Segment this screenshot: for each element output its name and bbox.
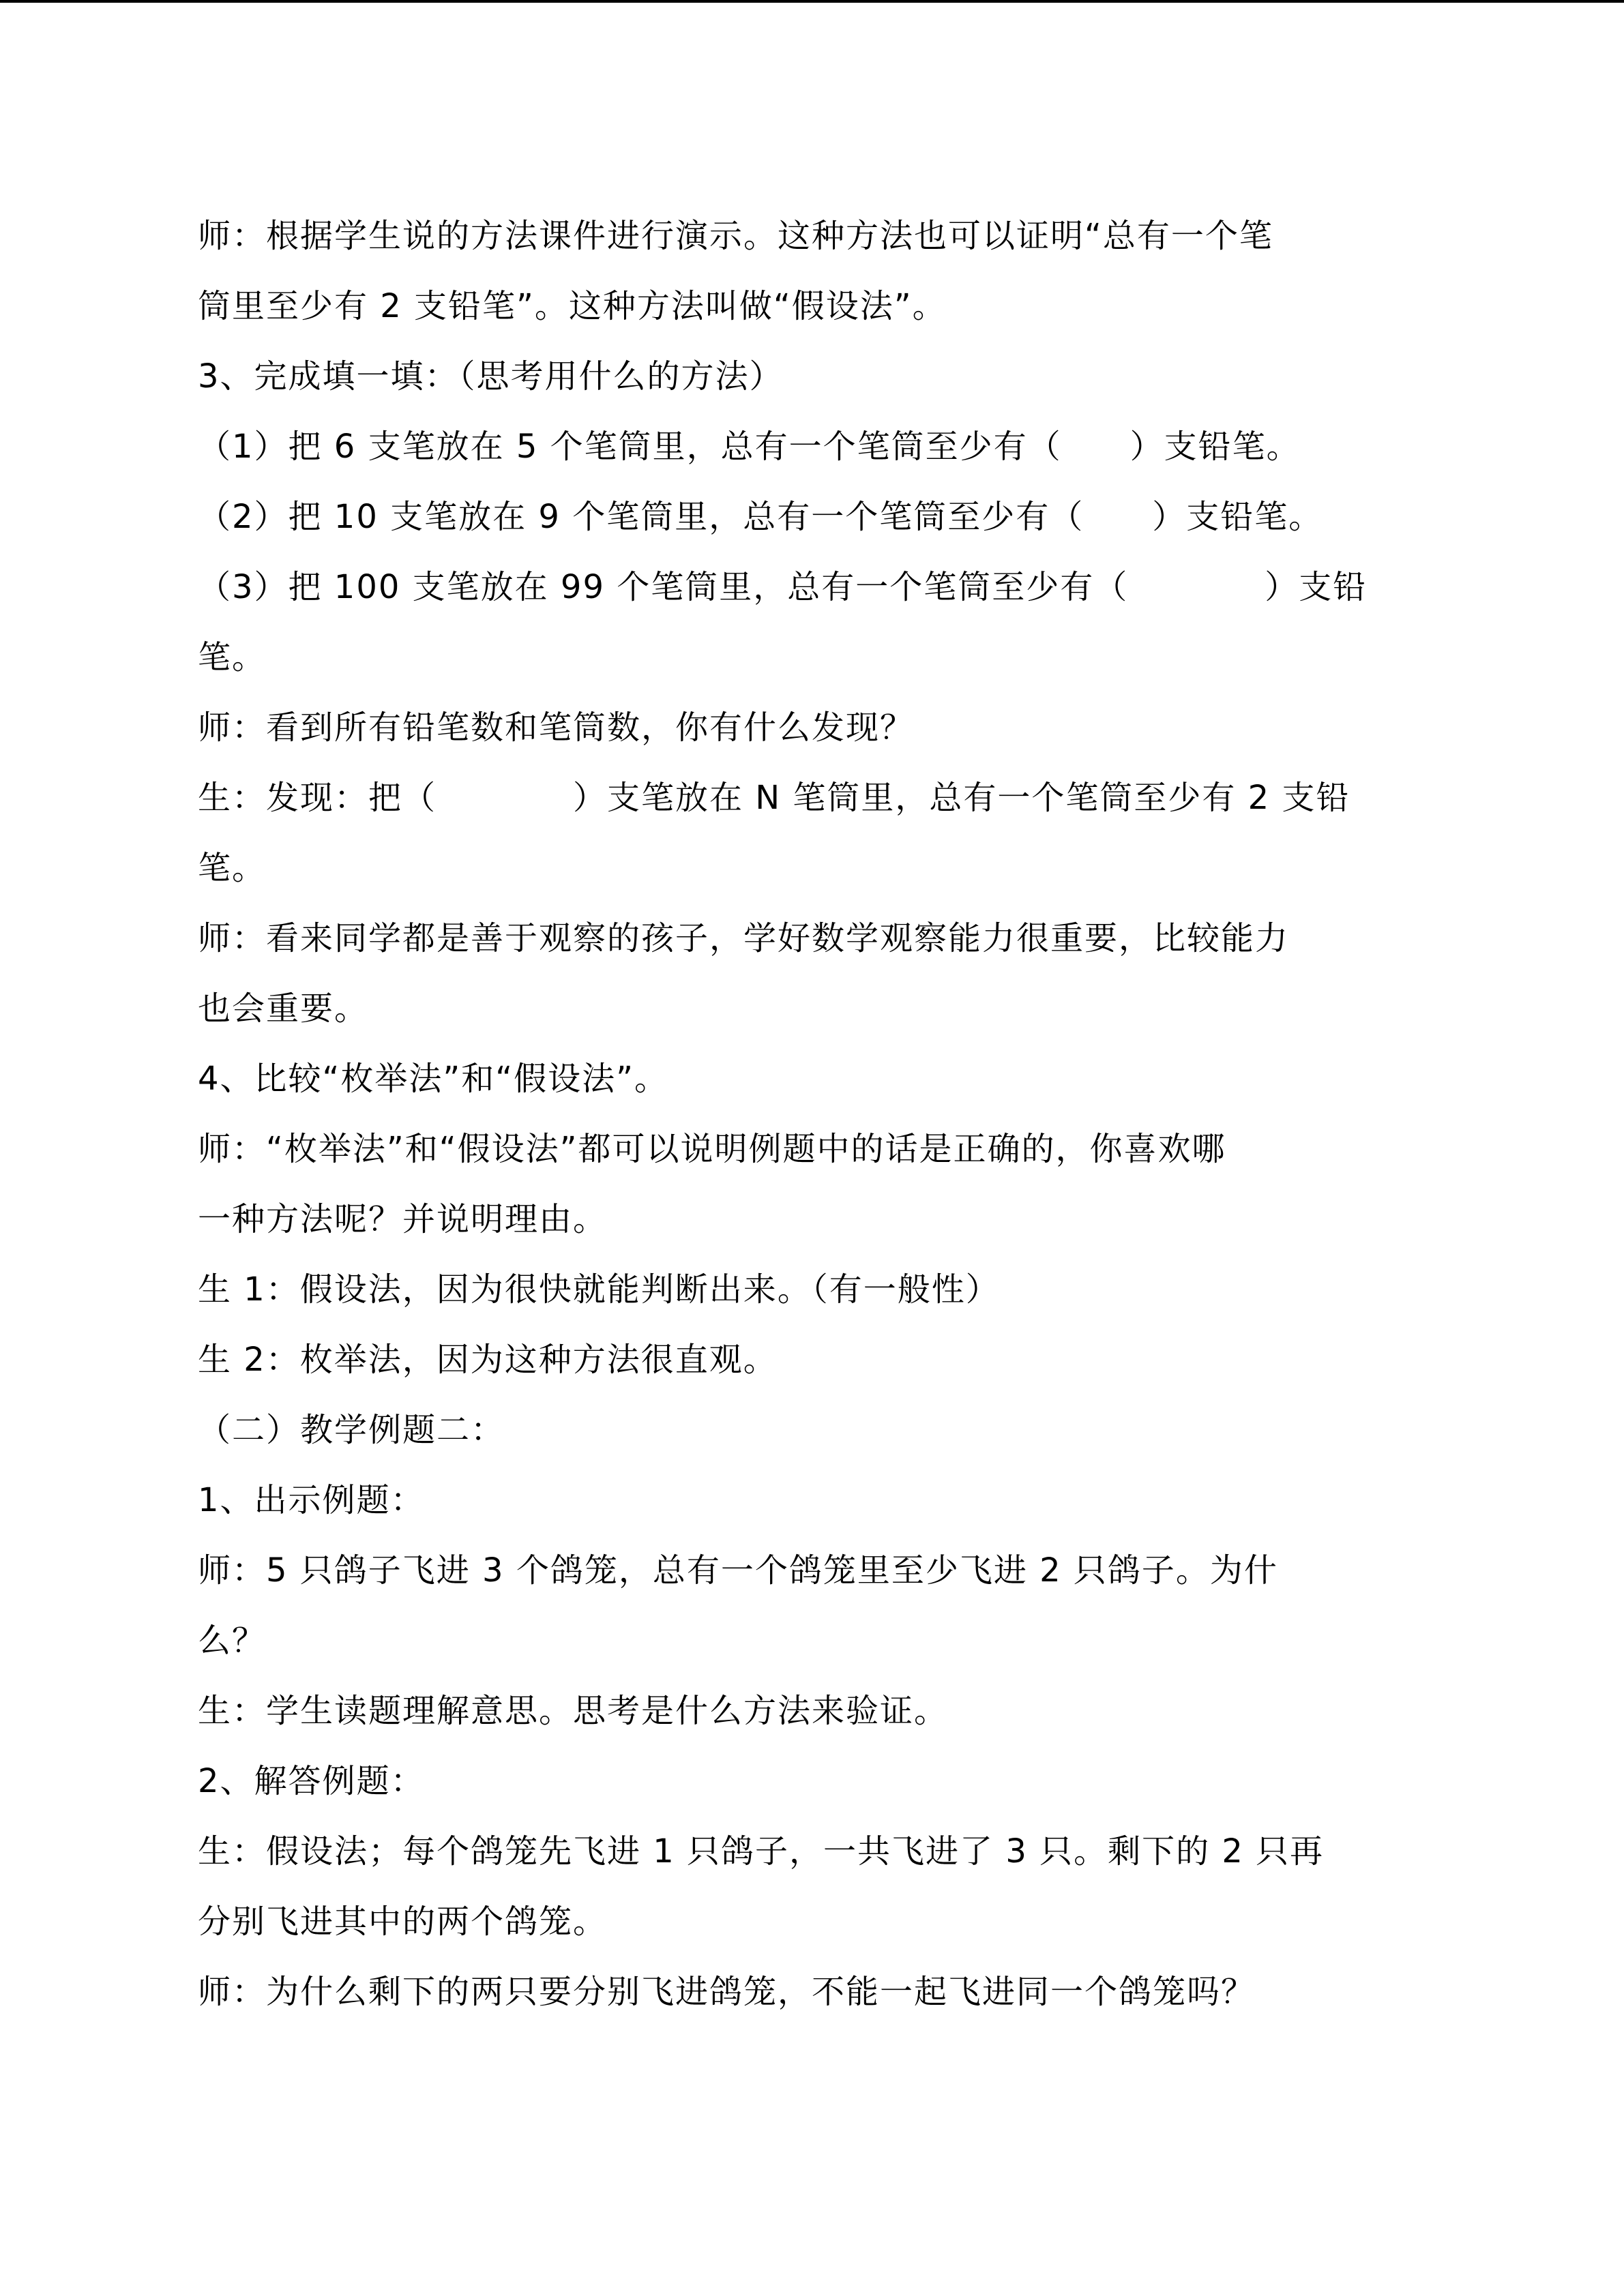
text-line: 师：“枚举法”和“假设法”都可以说明例题中的话是正确的，你喜欢哪: [198, 1130, 1226, 1168]
text-line: 3、完成填一填：（思考用什么的方法）: [198, 357, 784, 396]
text-line: （3）把 100 支笔放在 99 个笔筒里，总有一个笔筒至少有（ ）支铅: [198, 568, 1368, 606]
text-line: 师：5 只鸽子飞进 3 个鸽笼，总有一个鸽笼里至少飞进 2 只鸽子。为什: [198, 1551, 1278, 1590]
page-top-border: [0, 0, 1624, 3]
text-line: （二）教学例题二：: [198, 1411, 505, 1449]
text-line: 分别飞进其中的两个鸽笼。: [198, 1903, 608, 1941]
text-line: 也会重要。: [198, 989, 369, 1028]
text-line: 师：看来同学都是善于观察的孩子，学好数学观察能力很重要，比较能力: [198, 919, 1290, 957]
text-line: 笔。: [198, 638, 267, 676]
text-line: 筒里至少有 2 支铅笔”。这种方法叫做“假设法”。: [198, 287, 947, 325]
text-line: 2、解答例题：: [198, 1762, 425, 1800]
text-line: 么？: [198, 1622, 267, 1660]
text-line: （2）把 10 支笔放在 9 个笔筒里，总有一个笔筒至少有（ ）支铅笔。: [198, 498, 1323, 536]
text-line: 师：看到所有铅笔数和笔筒数，你有什么发现？: [198, 709, 915, 747]
text-line: （1）把 6 支笔放在 5 个笔筒里，总有一个笔筒至少有（ ）支铅笔。: [198, 428, 1301, 466]
text-line: 生：学生读题理解意思。思考是什么方法来验证。: [198, 1692, 949, 1730]
text-line: 生：发现：把（ ）支笔放在 N 笔筒里，总有一个笔筒至少有 2 支铅: [198, 779, 1350, 817]
text-line: 师：为什么剩下的两只要分别飞进鸽笼，不能一起飞进同一个鸽笼吗？: [198, 1973, 1256, 2011]
text-line: 生 1：假设法，因为很快就能判断出来。（有一般性）: [198, 1270, 1000, 1309]
document-page: [198, 210, 1432, 2036]
text-line: 生 2：枚举法，因为这种方法很直观。: [198, 1341, 778, 1379]
text-line: 1、出示例题：: [198, 1481, 425, 1519]
text-line: 生：假设法；每个鸽笼先飞进 1 只鸽子，一共飞进了 3 只。剩下的 2 只再: [198, 1832, 1325, 1870]
text-line: 师：根据学生说的方法课件进行演示。这种方法也可以证明“总有一个笔: [198, 217, 1273, 255]
text-line: 4、比较“枚举法”和“假设法”。: [198, 1060, 669, 1098]
text-line: 一种方法呢？并说明理由。: [198, 1200, 608, 1238]
text-line: 笔。: [198, 849, 267, 887]
